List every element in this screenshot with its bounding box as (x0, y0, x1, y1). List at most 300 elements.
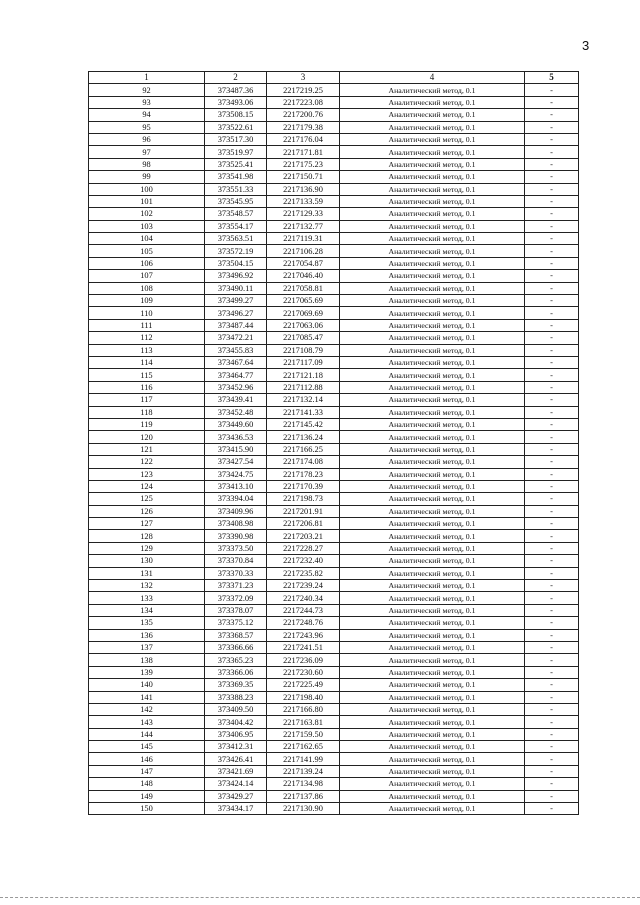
table-row (89, 406, 579, 418)
cell-point-number: 132 (89, 580, 205, 592)
cell-point-number: 128 (89, 530, 205, 542)
cell-description: - (525, 530, 579, 542)
cell-method: Аналитический метод, 0.1 (340, 233, 525, 245)
cell-method: Аналитический метод, 0.1 (340, 679, 525, 691)
cell-x-coordinate: 373373.50 (205, 542, 267, 554)
cell-y-coordinate: 2217130.90 (267, 803, 340, 815)
cell-method: Аналитический метод, 0.1 (340, 96, 525, 108)
cell-method: Аналитический метод, 0.1 (340, 295, 525, 307)
cell-y-coordinate: 2217139.24 (267, 765, 340, 777)
cell-y-coordinate: 2217198.73 (267, 493, 340, 505)
cell-point-number: 123 (89, 468, 205, 480)
table-row (89, 592, 579, 604)
cell-description: - (525, 369, 579, 381)
column-header-method: 4 (340, 72, 525, 84)
cell-point-number: 119 (89, 418, 205, 430)
table-row (89, 369, 579, 381)
cell-description: - (525, 233, 579, 245)
cell-y-coordinate: 2217241.51 (267, 641, 340, 653)
cell-description: - (525, 418, 579, 430)
cell-point-number: 131 (89, 567, 205, 579)
table-row (89, 121, 579, 133)
cell-x-coordinate: 373372.09 (205, 592, 267, 604)
table-row (89, 233, 579, 245)
cell-point-number: 102 (89, 208, 205, 220)
cell-method: Аналитический метод, 0.1 (340, 270, 525, 282)
cell-y-coordinate: 2217166.80 (267, 703, 340, 715)
cell-x-coordinate: 373554.17 (205, 220, 267, 232)
table-row (89, 654, 579, 666)
cell-description: - (525, 493, 579, 505)
cell-x-coordinate: 373452.48 (205, 406, 267, 418)
cell-x-coordinate: 373519.97 (205, 146, 267, 158)
table-row (89, 790, 579, 802)
cell-y-coordinate: 2217178.23 (267, 468, 340, 480)
cell-description: - (525, 121, 579, 133)
cell-x-coordinate: 373378.07 (205, 604, 267, 616)
table-row (89, 418, 579, 430)
table-row (89, 307, 579, 319)
cell-x-coordinate: 373490.11 (205, 282, 267, 294)
cell-method: Аналитический метод, 0.1 (340, 84, 525, 96)
cell-y-coordinate: 2217236.09 (267, 654, 340, 666)
cell-y-coordinate: 2217171.81 (267, 146, 340, 158)
cell-x-coordinate: 373522.61 (205, 121, 267, 133)
cell-point-number: 144 (89, 728, 205, 740)
cell-description: - (525, 84, 579, 96)
cell-point-number: 106 (89, 257, 205, 269)
cell-description: - (525, 257, 579, 269)
cell-description: - (525, 195, 579, 207)
cell-x-coordinate: 373415.90 (205, 443, 267, 455)
cell-method: Аналитический метод, 0.1 (340, 158, 525, 170)
cell-description: - (525, 741, 579, 753)
cell-point-number: 124 (89, 480, 205, 492)
cell-description: - (525, 679, 579, 691)
cell-y-coordinate: 2217162.65 (267, 741, 340, 753)
cell-x-coordinate: 373487.44 (205, 319, 267, 331)
cell-x-coordinate: 373366.66 (205, 641, 267, 653)
cell-point-number: 112 (89, 332, 205, 344)
table-row (89, 84, 579, 96)
table-row (89, 753, 579, 765)
table-row (89, 270, 579, 282)
table-row (89, 356, 579, 368)
cell-y-coordinate: 2217141.33 (267, 406, 340, 418)
cell-description: - (525, 480, 579, 492)
cell-x-coordinate: 373517.30 (205, 133, 267, 145)
cell-method: Аналитический метод, 0.1 (340, 604, 525, 616)
table-row (89, 803, 579, 815)
table-row (89, 319, 579, 331)
cell-x-coordinate: 373404.42 (205, 716, 267, 728)
cell-description: - (525, 220, 579, 232)
table-row (89, 518, 579, 530)
cell-method: Аналитический метод, 0.1 (340, 121, 525, 133)
cell-point-number: 96 (89, 133, 205, 145)
cell-point-number: 108 (89, 282, 205, 294)
cell-y-coordinate: 2217159.50 (267, 728, 340, 740)
table-row (89, 505, 579, 517)
cell-x-coordinate: 373408.98 (205, 518, 267, 530)
cell-description: - (525, 381, 579, 393)
column-header-description: 5 (525, 72, 579, 84)
cell-x-coordinate: 373406.95 (205, 728, 267, 740)
cell-x-coordinate: 373409.96 (205, 505, 267, 517)
cell-method: Аналитический метод, 0.1 (340, 183, 525, 195)
cell-method: Аналитический метод, 0.1 (340, 282, 525, 294)
cell-x-coordinate: 373551.33 (205, 183, 267, 195)
cell-y-coordinate: 2217132.77 (267, 220, 340, 232)
table-row (89, 542, 579, 554)
table-row (89, 778, 579, 790)
cell-method: Аналитический метод, 0.1 (340, 691, 525, 703)
cell-y-coordinate: 2217108.79 (267, 344, 340, 356)
cell-method: Аналитический метод, 0.1 (340, 344, 525, 356)
table-row (89, 493, 579, 505)
cell-x-coordinate: 373434.17 (205, 803, 267, 815)
cell-y-coordinate: 2217243.96 (267, 629, 340, 641)
cell-point-number: 136 (89, 629, 205, 641)
cell-x-coordinate: 373455.83 (205, 344, 267, 356)
cell-x-coordinate: 373508.15 (205, 109, 267, 121)
cell-description: - (525, 282, 579, 294)
cell-method: Аналитический метод, 0.1 (340, 133, 525, 145)
table-row (89, 456, 579, 468)
cell-point-number: 117 (89, 394, 205, 406)
cell-y-coordinate: 2217063.06 (267, 319, 340, 331)
table-row (89, 332, 579, 344)
table-row (89, 666, 579, 678)
cell-point-number: 147 (89, 765, 205, 777)
cell-x-coordinate: 373472.21 (205, 332, 267, 344)
table-row (89, 171, 579, 183)
cell-y-coordinate: 2217046.40 (267, 270, 340, 282)
cell-method: Аналитический метод, 0.1 (340, 319, 525, 331)
cell-y-coordinate: 2217244.73 (267, 604, 340, 616)
cell-description: - (525, 356, 579, 368)
cell-x-coordinate: 373496.92 (205, 270, 267, 282)
cell-x-coordinate: 373366.06 (205, 666, 267, 678)
cell-point-number: 93 (89, 96, 205, 108)
cell-x-coordinate: 373563.51 (205, 233, 267, 245)
cell-point-number: 141 (89, 691, 205, 703)
cell-y-coordinate: 2217069.69 (267, 307, 340, 319)
cell-y-coordinate: 2217134.98 (267, 778, 340, 790)
cell-description: - (525, 666, 579, 678)
cell-point-number: 105 (89, 245, 205, 257)
cell-method: Аналитический метод, 0.1 (340, 356, 525, 368)
cell-description: - (525, 245, 579, 257)
table-row (89, 109, 579, 121)
table-row (89, 195, 579, 207)
cell-method: Аналитический метод, 0.1 (340, 493, 525, 505)
cell-x-coordinate: 373493.06 (205, 96, 267, 108)
cell-description: - (525, 542, 579, 554)
cell-method: Аналитический метод, 0.1 (340, 629, 525, 641)
cell-point-number: 125 (89, 493, 205, 505)
cell-y-coordinate: 2217198.40 (267, 691, 340, 703)
table-row (89, 555, 579, 567)
cell-description: - (525, 641, 579, 653)
cell-description: - (525, 307, 579, 319)
cell-y-coordinate: 2217219.25 (267, 84, 340, 96)
cell-description: - (525, 703, 579, 715)
cell-method: Аналитический метод, 0.1 (340, 567, 525, 579)
cell-y-coordinate: 2217201.91 (267, 505, 340, 517)
cell-method: Аналитический метод, 0.1 (340, 753, 525, 765)
cell-y-coordinate: 2217129.33 (267, 208, 340, 220)
cell-y-coordinate: 2217136.90 (267, 183, 340, 195)
cell-y-coordinate: 2217239.24 (267, 580, 340, 592)
cell-point-number: 138 (89, 654, 205, 666)
cell-x-coordinate: 373370.33 (205, 567, 267, 579)
cell-description: - (525, 803, 579, 815)
cell-point-number: 100 (89, 183, 205, 195)
cell-point-number: 94 (89, 109, 205, 121)
cell-method: Аналитический метод, 0.1 (340, 765, 525, 777)
cell-description: - (525, 133, 579, 145)
cell-point-number: 115 (89, 369, 205, 381)
table-row (89, 208, 579, 220)
table-row (89, 716, 579, 728)
cell-y-coordinate: 2217145.42 (267, 418, 340, 430)
cell-y-coordinate: 2217174.08 (267, 456, 340, 468)
cell-point-number: 114 (89, 356, 205, 368)
cell-method: Аналитический метод, 0.1 (340, 480, 525, 492)
cell-x-coordinate: 373572.19 (205, 245, 267, 257)
cell-x-coordinate: 373449.60 (205, 418, 267, 430)
table-row (89, 146, 579, 158)
cell-point-number: 121 (89, 443, 205, 455)
cell-point-number: 140 (89, 679, 205, 691)
cell-y-coordinate: 2217170.39 (267, 480, 340, 492)
cell-method: Аналитический метод, 0.1 (340, 468, 525, 480)
column-header-point-number: 1 (89, 72, 205, 84)
cell-y-coordinate: 2217119.31 (267, 233, 340, 245)
cell-method: Аналитический метод, 0.1 (340, 257, 525, 269)
cell-point-number: 120 (89, 431, 205, 443)
cell-point-number: 113 (89, 344, 205, 356)
cell-description: - (525, 270, 579, 282)
cell-method: Аналитический метод, 0.1 (340, 617, 525, 629)
cell-method: Аналитический метод, 0.1 (340, 666, 525, 678)
cell-y-coordinate: 2217141.99 (267, 753, 340, 765)
cell-method: Аналитический метод, 0.1 (340, 418, 525, 430)
cell-y-coordinate: 2217085.47 (267, 332, 340, 344)
cell-point-number: 150 (89, 803, 205, 815)
cell-method: Аналитический метод, 0.1 (340, 542, 525, 554)
cell-point-number: 103 (89, 220, 205, 232)
cell-description: - (525, 109, 579, 121)
table-body (89, 84, 579, 815)
cell-x-coordinate: 373499.27 (205, 295, 267, 307)
cell-x-coordinate: 373464.77 (205, 369, 267, 381)
cell-y-coordinate: 2217058.81 (267, 282, 340, 294)
cell-x-coordinate: 373370.84 (205, 555, 267, 567)
cell-x-coordinate: 373496.27 (205, 307, 267, 319)
table-row (89, 703, 579, 715)
cell-point-number: 129 (89, 542, 205, 554)
cell-method: Аналитический метод, 0.1 (340, 245, 525, 257)
cell-y-coordinate: 2217117.09 (267, 356, 340, 368)
table-row (89, 158, 579, 170)
cell-x-coordinate: 373368.57 (205, 629, 267, 641)
cell-y-coordinate: 2217136.24 (267, 431, 340, 443)
cell-y-coordinate: 2217232.40 (267, 555, 340, 567)
cell-method: Аналитический метод, 0.1 (340, 703, 525, 715)
cell-point-number: 109 (89, 295, 205, 307)
table-row (89, 641, 579, 653)
cell-point-number: 104 (89, 233, 205, 245)
cell-point-number: 118 (89, 406, 205, 418)
cell-method: Аналитический метод, 0.1 (340, 654, 525, 666)
cell-method: Аналитический метод, 0.1 (340, 456, 525, 468)
cell-point-number: 148 (89, 778, 205, 790)
cell-method: Аналитический метод, 0.1 (340, 592, 525, 604)
cell-y-coordinate: 2217206.81 (267, 518, 340, 530)
cell-method: Аналитический метод, 0.1 (340, 741, 525, 753)
cell-y-coordinate: 2217065.69 (267, 295, 340, 307)
cell-method: Аналитический метод, 0.1 (340, 307, 525, 319)
cell-point-number: 97 (89, 146, 205, 158)
cell-method: Аналитический метод, 0.1 (340, 555, 525, 567)
cell-method: Аналитический метод, 0.1 (340, 195, 525, 207)
cell-description: - (525, 183, 579, 195)
cell-description: - (525, 617, 579, 629)
cell-method: Аналитический метод, 0.1 (340, 716, 525, 728)
cell-y-coordinate: 2217223.08 (267, 96, 340, 108)
cell-description: - (525, 604, 579, 616)
cell-description: - (525, 567, 579, 579)
cell-description: - (525, 629, 579, 641)
cell-method: Аналитический метод, 0.1 (340, 641, 525, 653)
cell-method: Аналитический метод, 0.1 (340, 381, 525, 393)
cell-point-number: 137 (89, 641, 205, 653)
cell-point-number: 127 (89, 518, 205, 530)
cell-description: - (525, 592, 579, 604)
cell-description: - (525, 790, 579, 802)
cell-description: - (525, 332, 579, 344)
cell-x-coordinate: 373504.15 (205, 257, 267, 269)
cell-y-coordinate: 2217230.60 (267, 666, 340, 678)
cell-point-number: 143 (89, 716, 205, 728)
cell-y-coordinate: 2217179.38 (267, 121, 340, 133)
cell-point-number: 116 (89, 381, 205, 393)
cell-x-coordinate: 373365.23 (205, 654, 267, 666)
cell-description: - (525, 753, 579, 765)
cell-description: - (525, 158, 579, 170)
cell-point-number: 146 (89, 753, 205, 765)
cell-method: Аналитический метод, 0.1 (340, 332, 525, 344)
cell-y-coordinate: 2217054.87 (267, 257, 340, 269)
table-row (89, 604, 579, 616)
table-row (89, 381, 579, 393)
table-row (89, 96, 579, 108)
cell-description: - (525, 778, 579, 790)
cell-x-coordinate: 373426.41 (205, 753, 267, 765)
cell-description: - (525, 295, 579, 307)
cell-method: Аналитический метод, 0.1 (340, 369, 525, 381)
cell-method: Аналитический метод, 0.1 (340, 146, 525, 158)
table-row (89, 480, 579, 492)
cell-x-coordinate: 373412.31 (205, 741, 267, 753)
cell-point-number: 126 (89, 505, 205, 517)
cell-point-number: 107 (89, 270, 205, 282)
cell-x-coordinate: 373436.53 (205, 431, 267, 443)
cell-method: Аналитический метод, 0.1 (340, 109, 525, 121)
cell-point-number: 134 (89, 604, 205, 616)
cell-x-coordinate: 373525.41 (205, 158, 267, 170)
cell-description: - (525, 518, 579, 530)
cell-description: - (525, 580, 579, 592)
table-row (89, 295, 579, 307)
cell-point-number: 139 (89, 666, 205, 678)
cell-method: Аналитический метод, 0.1 (340, 580, 525, 592)
cell-description: - (525, 691, 579, 703)
table-row (89, 679, 579, 691)
cell-y-coordinate: 2217225.49 (267, 679, 340, 691)
column-header-x: 2 (205, 72, 267, 84)
cell-x-coordinate: 373427.54 (205, 456, 267, 468)
table-row (89, 728, 579, 740)
coordinates-table (88, 71, 579, 815)
cell-point-number: 92 (89, 84, 205, 96)
cell-description: - (525, 146, 579, 158)
cell-method: Аналитический метод, 0.1 (340, 208, 525, 220)
cell-method: Аналитический метод, 0.1 (340, 406, 525, 418)
table-row (89, 133, 579, 145)
cell-point-number: 95 (89, 121, 205, 133)
cell-point-number: 130 (89, 555, 205, 567)
cell-method: Аналитический метод, 0.1 (340, 505, 525, 517)
cell-x-coordinate: 373487.36 (205, 84, 267, 96)
cell-point-number: 133 (89, 592, 205, 604)
table-row (89, 282, 579, 294)
cell-method: Аналитический метод, 0.1 (340, 728, 525, 740)
table-row (89, 220, 579, 232)
cell-point-number: 149 (89, 790, 205, 802)
table-row (89, 567, 579, 579)
cell-description: - (525, 456, 579, 468)
cell-x-coordinate: 373541.98 (205, 171, 267, 183)
table-row (89, 765, 579, 777)
cell-description: - (525, 716, 579, 728)
table-row (89, 183, 579, 195)
cell-description: - (525, 171, 579, 183)
cell-y-coordinate: 2217150.71 (267, 171, 340, 183)
table-row (89, 617, 579, 629)
cell-x-coordinate: 373394.04 (205, 493, 267, 505)
cell-description: - (525, 406, 579, 418)
cell-y-coordinate: 2217112.88 (267, 381, 340, 393)
cell-y-coordinate: 2217121.18 (267, 369, 340, 381)
cell-description: - (525, 654, 579, 666)
cell-y-coordinate: 2217248.76 (267, 617, 340, 629)
cell-x-coordinate: 373424.75 (205, 468, 267, 480)
cell-x-coordinate: 373388.23 (205, 691, 267, 703)
cell-method: Аналитический метод, 0.1 (340, 790, 525, 802)
cell-description: - (525, 394, 579, 406)
cell-x-coordinate: 373375.12 (205, 617, 267, 629)
cell-y-coordinate: 2217132.14 (267, 394, 340, 406)
table-row (89, 691, 579, 703)
cell-description: - (525, 765, 579, 777)
cell-description: - (525, 319, 579, 331)
column-header-y: 3 (267, 72, 340, 84)
cell-point-number: 110 (89, 307, 205, 319)
table-row (89, 344, 579, 356)
